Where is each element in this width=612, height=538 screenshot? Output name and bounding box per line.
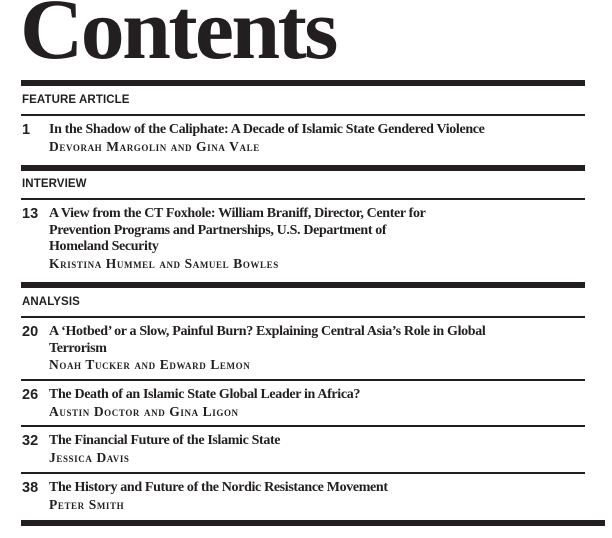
article-title-line: Terrorism bbox=[49, 340, 107, 356]
section-label-feature-article: FEATURE ARTICLE bbox=[22, 94, 130, 106]
article-authors: Austin Doctor and Gina Ligon bbox=[49, 403, 239, 419]
article-authors: Noah Tucker and Edward Lemon bbox=[49, 357, 251, 372]
section-divider-thin bbox=[21, 114, 585, 116]
article-authors: Peter Smith bbox=[49, 496, 125, 512]
article-title[interactable] bbox=[49, 206, 549, 256]
page-number: 20 bbox=[22, 324, 39, 340]
page-number: 13 bbox=[22, 206, 39, 222]
entry-divider bbox=[21, 425, 585, 427]
article-title[interactable]: The Death of an Islamic State Global Leader in Africa? bbox=[49, 387, 360, 402]
article-authors: Devorah Margolin and Gina Vale bbox=[49, 138, 260, 154]
article-title-line: Homeland Security bbox=[49, 239, 159, 254]
article-title[interactable] bbox=[49, 324, 549, 357]
article-title[interactable]: The Financial Future of the Islamic State bbox=[49, 433, 281, 448]
entry-divider bbox=[21, 472, 585, 474]
article-title-line: Prevention Programs and Partnerships, U.S. Department of bbox=[49, 222, 387, 238]
page-title: Contents bbox=[20, 0, 336, 77]
bottom-divider-thick bbox=[21, 520, 605, 526]
article-title[interactable]: The History and Future of the Nordic Resistance Movement bbox=[49, 480, 388, 495]
article-authors: Kristina Hummel and Samuel Bowles bbox=[49, 255, 279, 271]
section-label-interview: INTERVIEW bbox=[22, 178, 87, 190]
page-number: 32 bbox=[22, 433, 39, 449]
page-number: 38 bbox=[22, 480, 39, 496]
entry-divider bbox=[21, 379, 585, 381]
article-title-line: A View from the CT Foxhole: William Braniff, Director, Center for bbox=[49, 206, 426, 221]
page-number: 1 bbox=[22, 122, 31, 138]
article-authors: Jessica Davis bbox=[49, 449, 130, 465]
section-divider-thick bbox=[21, 80, 585, 86]
page-number: 26 bbox=[22, 387, 39, 403]
section-divider-thick bbox=[21, 282, 585, 288]
section-divider-thick bbox=[21, 165, 585, 171]
section-divider-thin bbox=[21, 198, 585, 200]
section-label-analysis: ANALYSIS bbox=[22, 296, 80, 308]
article-title[interactable]: In the Shadow of the Caliphate: A Decade of Islamic State Gendered Violence bbox=[49, 122, 485, 137]
section-divider-thin bbox=[21, 316, 585, 318]
article-title-line: A ‘Hotbed’ or a Slow, Painful Burn? Explaining Central Asia’s Role in Global bbox=[49, 324, 486, 339]
